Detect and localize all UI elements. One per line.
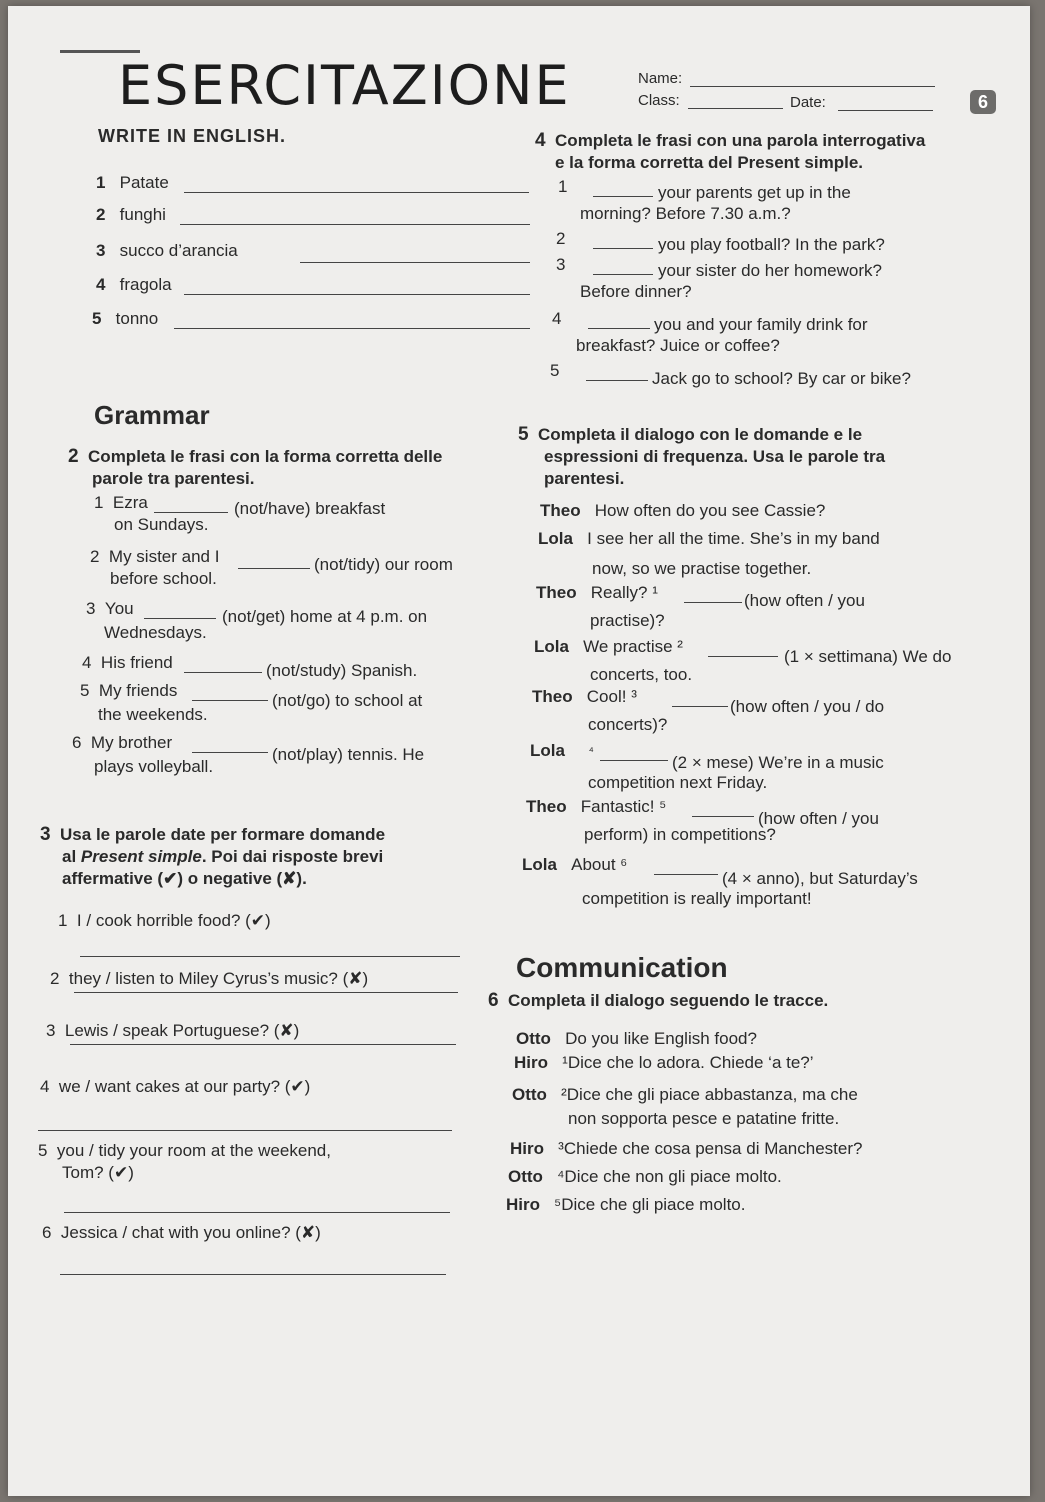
ex6-line-3: Otto ²Dice che gli piace abbastanza, ma che: [512, 1085, 858, 1104]
write-item-5: 5 tonno: [92, 309, 159, 328]
grammar-heading: Grammar: [94, 400, 210, 430]
page-number-badge: 6: [970, 90, 996, 114]
ex2-instructions: 2 Completa le frasi con la forma corretta delle parole tra parentesi.: [68, 446, 443, 488]
write-answer-4[interactable]: [184, 294, 530, 295]
ex6-line-2: Hiro ¹Dice che lo adora. Chiede ‘a te?’: [514, 1053, 814, 1072]
ex4-answer-2[interactable]: [593, 248, 653, 249]
class-field[interactable]: [688, 108, 783, 109]
ex4-item-5: 5: [550, 361, 560, 380]
ex6-line-6: Hiro ⁵Dice che gli piace molto.: [506, 1195, 746, 1214]
ex4-answer-3[interactable]: [593, 274, 653, 275]
ex5-line-5: Theo Cool! ³: [532, 687, 637, 706]
ex5-answer-2[interactable]: [708, 656, 778, 657]
ex2-item-6: 6 My brother: [72, 733, 173, 752]
ex3-item-5: 5 you / tidy your room at the weekend,: [38, 1141, 331, 1160]
ex4-answer-5[interactable]: [586, 380, 648, 381]
ex4-item-4: 4: [552, 309, 562, 328]
ex2-item-5: 5 My friends: [80, 681, 178, 700]
ex3-answer-4[interactable]: [38, 1130, 452, 1131]
ex3-item-1: 1 I / cook horrible food? (✔): [58, 911, 271, 930]
write-answer-5[interactable]: [174, 328, 530, 329]
ex4-item-3: 3: [556, 255, 566, 274]
title-decoration: [60, 50, 140, 53]
ex3-instructions: 3 Usa le parole date per formare domande al Present simple. Poi dai risposte brevi affermative (✔) o negative (✘).: [40, 824, 386, 888]
ex2-answer-6[interactable]: [192, 752, 268, 753]
ex5-answer-1[interactable]: [684, 602, 742, 603]
write-heading: WRITE IN ENGLISH.: [98, 126, 286, 146]
write-item-2: 2 funghi: [96, 205, 166, 224]
ex6-line-4: Hiro ³Chiede che cosa pensa di Manchester?: [510, 1139, 863, 1158]
ex6-line-5: Otto ⁴Dice che non gli piace molto.: [508, 1167, 782, 1186]
ex5-instructions: 5 Completa il dialogo con le domande e le espressioni di frequenza. Usa le parole tra parentesi.: [518, 424, 886, 488]
ex2-item-1: 1 Ezra: [94, 493, 148, 512]
ex5-answer-6[interactable]: [654, 874, 718, 875]
date-label: Date:: [790, 94, 826, 111]
ex6-line-1: Otto Do you like English food?: [516, 1029, 757, 1048]
ex6-instructions: 6 Completa il dialogo seguendo le tracce.: [488, 990, 829, 1011]
write-item-4: 4 fragola: [96, 275, 172, 294]
ex5-line-1: Theo How often do you see Cassie?: [540, 501, 826, 520]
ex5-line-6: Lola $^{^4}$: [530, 741, 594, 760]
ex2-item-2: 2 My sister and I: [90, 547, 220, 566]
worksheet-page: ESERCITAZIONE Name: Class: Date: 6 WRITE IN ENGLISH. 1 Patate 2 funghi 3 succo d’arancia 4 fragola 5 tonno 4 Completa le frasi con una parola interrogativa e la forma corretta del Present simple. 1 your parents get up in the morning? Before 7.30 a.m.? 2 you play football? In the park? 3 your sister do her homework? Before dinner? 4 you and your family drink for breakfast? Juice or coffee? 5 Jack go to school? By car or bike? Grammar 2 Completa le frasi con la forma corretta delle parole tra parentesi. 1 Ezra (not/have) breakfast on Sundays. 2 My sister and I (not/tidy) our room before school. 3 You (not/get) home at 4 p.m. on Wednesdays. 4 His friend (not/study) Spanish. 5 My friends (not/go) to school at the weekends. 6 My brother (not/play) tennis. He plays volleyball. 3 Usa le parole date per formare domande al Present simple. Poi dai risposte brevi affermative (✔) o negative (✘). 1 I / cook horrible food? (✔) 2 they / listen to Miley Cyrus’s music? (✘) 3 Lewis / speak Portuguese? (✘) 4 we / want cakes at our party? (✔) 5 you / tidy your room at the weekend, Tom? (✔) 6 Jessica / chat with you online? (✘) 5 Completa il dialogo con le domande e le espressioni di frequenza. Usa le parole tra parentesi. Theo How often do you see Cassie? Lola I see her all the time. She’s in my band now, so we practise together. Theo Really? ¹ (how often / you practise)? Lola We practise ² (1 × settimana) We do concerts, too. Theo Cool! ³ (how often / you / do concerts)? Lola $^{^4}$ (2 × mese) We’re in a music competition next Friday. Theo Fantastic! ⁵ (how often / you perform) in competitions? Lola About ⁶ (4 × anno), but Saturday’s competition is really important! Communication 6 Completa il dialogo seguendo le tracce. Otto Do you like English food? Hiro ¹Dice che lo adora. Chiede ‘a te?’ Otto ²Dice che gli piace abbastanza, ma che non sopporta pesce e patatine fritte. Hiro ³Chiede che cosa pensa di Manchester? Otto ⁴Dice che non gli piace molto. Hiro ⁵Dice che gli piace molto.: [8, 6, 1030, 1496]
ex4-answer-1[interactable]: [593, 196, 653, 197]
write-answer-3[interactable]: [300, 262, 530, 263]
page-title: ESERCITAZIONE: [118, 54, 571, 117]
write-answer-2[interactable]: [180, 224, 530, 225]
name-field[interactable]: [690, 86, 935, 87]
ex2-answer-1[interactable]: [154, 512, 228, 513]
date-field[interactable]: [838, 110, 933, 111]
ex3-answer-2[interactable]: [74, 992, 458, 993]
ex2-answer-2[interactable]: [238, 568, 310, 569]
ex5-line-7: Theo Fantastic! ⁵: [526, 797, 667, 816]
ex5-line-8: Lola About ⁶: [522, 855, 628, 874]
ex5-line-2: Lola I see her all the time. She’s in my band: [538, 529, 880, 548]
ex2-item-3: 3 You: [86, 599, 134, 618]
ex5-answer-4[interactable]: [600, 760, 668, 761]
ex2-item-4: 4 His friend: [82, 653, 173, 672]
write-item-3: 3 succo d’arancia: [96, 241, 238, 260]
ex5-line-4: Lola We practise ²: [534, 637, 683, 656]
ex3-answer-6[interactable]: [60, 1274, 446, 1275]
ex4-instructions: 4 Completa le frasi con una parola interrogativa e la forma corretta del Present simple.: [535, 130, 926, 172]
ex5-answer-3[interactable]: [672, 706, 728, 707]
ex4-answer-4[interactable]: [588, 328, 650, 329]
ex4-item-2: 2: [556, 229, 566, 248]
ex2-answer-5[interactable]: [192, 700, 268, 701]
ex3-answer-5[interactable]: [64, 1212, 450, 1213]
ex2-answer-4[interactable]: [184, 672, 262, 673]
ex3-answer-3[interactable]: [70, 1044, 456, 1045]
ex3-item-6: 6 Jessica / chat with you online? (✘): [42, 1223, 321, 1242]
class-label: Class:: [638, 92, 680, 109]
write-item-1: 1 Patate: [96, 173, 169, 192]
ex5-line-3: Theo Really? ¹: [536, 583, 658, 602]
ex5-answer-5[interactable]: [692, 816, 754, 817]
ex3-item-2: 2 they / listen to Miley Cyrus’s music? (✘): [50, 969, 369, 988]
write-answer-1[interactable]: [184, 192, 529, 193]
ex4-item-1: 1: [558, 177, 568, 196]
ex3-item-3: 3 Lewis / speak Portuguese? (✘): [46, 1021, 300, 1040]
name-label: Name:: [638, 70, 683, 87]
communication-heading: Communication: [516, 952, 728, 983]
ex2-answer-3[interactable]: [144, 618, 216, 619]
ex3-answer-1[interactable]: [80, 956, 460, 957]
ex3-item-4: 4 we / want cakes at our party? (✔): [40, 1077, 311, 1096]
